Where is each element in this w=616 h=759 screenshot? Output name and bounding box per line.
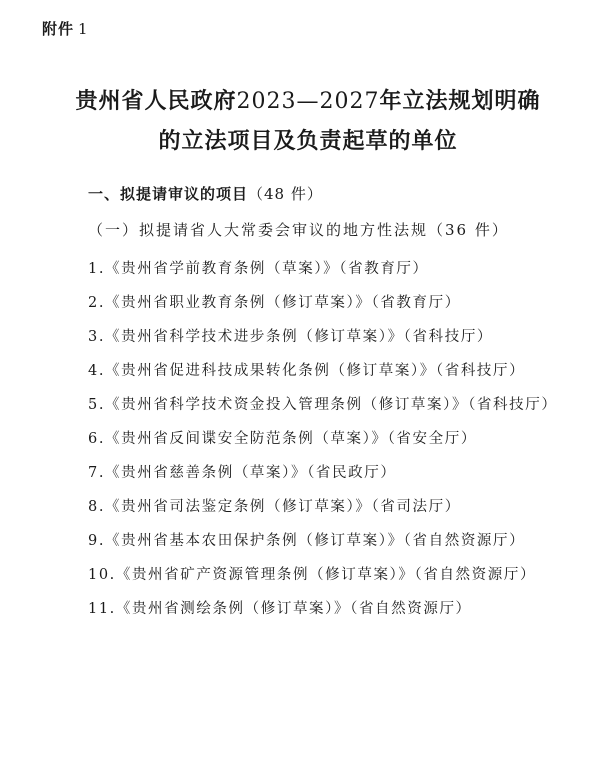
list-item: 8.《贵州省司法鉴定条例（修订草案）》（省司法厅） — [88, 499, 461, 515]
list-item: 11.《贵州省测绘条例（修订草案）》（省自然资源厅） — [88, 601, 472, 617]
document-title-line-2: 的立法项目及负责起草的单位 — [158, 129, 458, 154]
list-item: 2.《贵州省职业教育条例（修订草案）》（省教育厅） — [88, 295, 461, 311]
list-item: 5.《贵州省科学技术资金投入管理条例（修订草案）》（省科技厅） — [88, 397, 558, 413]
subsection-heading: （一）拟提请省人大常委会审议的地方性法规（36 件） — [88, 221, 509, 239]
attachment-label — [42, 18, 89, 39]
attachment-text: 附件 — [42, 20, 75, 38]
list-item: 3.《贵州省科学技术进步条例（修订草案）》（省科技厅） — [88, 329, 494, 345]
title-part-a: 贵州省人民政府 — [75, 89, 237, 114]
section-heading-count: （48 件） — [248, 185, 323, 203]
title-years: 2023—2027 — [236, 89, 380, 114]
list-item: 9.《贵州省基本农田保护条例（修订草案）》（省自然资源厅） — [88, 533, 526, 549]
list-item: 7.《贵州省慈善条例（草案）》（省民政厅） — [88, 465, 397, 481]
list-item: 6.《贵州省反间谍安全防范条例（草案）》（省安全厅） — [88, 431, 477, 447]
list-item: 10.《贵州省矿产资源管理条例（修订草案）》（省自然资源厅） — [88, 567, 537, 583]
section-heading — [88, 183, 323, 204]
document-title-line-1 — [0, 84, 616, 115]
item-list — [46, 252, 576, 626]
attachment-number: 1 — [78, 20, 89, 38]
list-item: 4.《贵州省促进科技成果转化条例（修订草案）》（省科技厅） — [88, 363, 526, 379]
list-item: 1.《贵州省学前教育条例（草案）》（省教育厅） — [88, 261, 429, 277]
title-part-b: 年立法规划明确 — [379, 89, 541, 114]
section-heading-text: 一、拟提请审议的项目 — [88, 185, 249, 203]
